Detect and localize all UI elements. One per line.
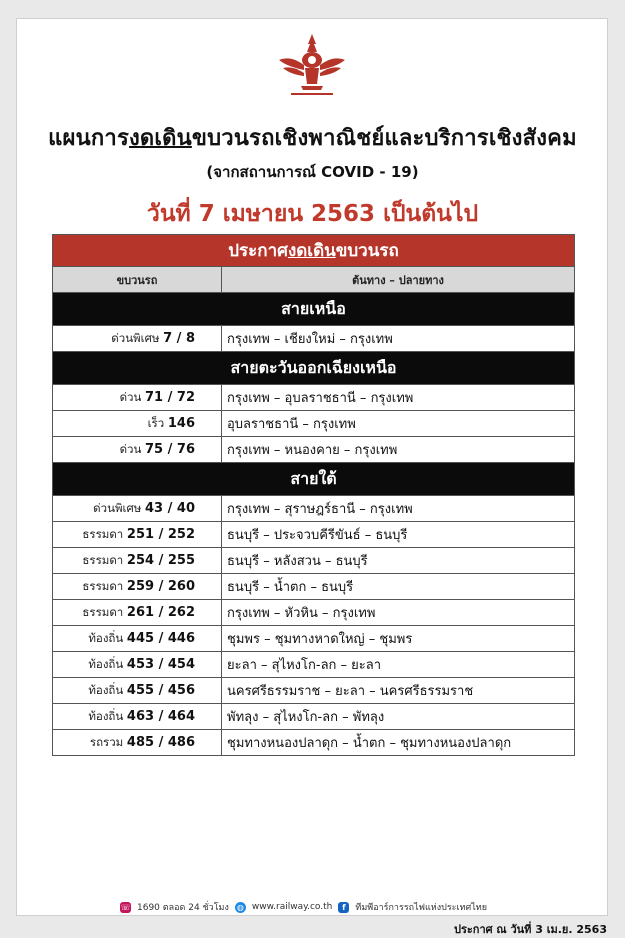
table-row [53,437,575,463]
cancellation-table [52,234,575,756]
table-row [53,652,575,678]
phone-icon: ☏ [120,902,131,912]
table-header-row [53,267,575,293]
train-cell: ธรรมดา 261 / 262 [53,600,222,626]
table-row [53,730,575,756]
train-cell: ท้องถิ่น 463 / 464 [53,704,222,730]
route-cell: กรุงเทพ – สุราษฎร์ธานี – กรุงเทพ [222,496,575,522]
route-cell: ชุมพร – ชุมทางหาดใหญ่ – ชุมพร [222,626,575,652]
table-row [53,548,575,574]
train-cell: ธรรมดา 254 / 255 [53,548,222,574]
route-cell: อุบลราชธานี – กรุงเทพ [222,411,575,437]
table-row [53,626,575,652]
page-title: แผนการงดเดินขบวนรถเชิงพาณิชย์และบริการเชิงสังคม [48,126,577,151]
table-row [53,704,575,730]
table-row [53,496,575,522]
route-cell: ยะลา – สุไหงโก-ลก – ยะลา [222,652,575,678]
train-cell: ด่วน 71 / 72 [53,385,222,411]
route-cell: ชุมทางหนองปลาดุก – น้ำตก – ชุมทางหนองปลาดุก [222,730,575,756]
train-cell: ท้องถิ่น 445 / 446 [53,626,222,652]
region-row-south: สายใต้ [53,463,575,496]
route-cell: กรุงเทพ – หนองคาย – กรุงเทพ [222,437,575,463]
table-row [53,522,575,548]
route-cell: ธนบุรี – ประจวบคีรีขันธ์ – ธนบุรี [222,522,575,548]
table-row [53,600,575,626]
region-row-north: สายเหนือ [53,293,575,326]
train-cell: ท้องถิ่น 455 / 456 [53,678,222,704]
announce-date: ประกาศ ณ วันที่ 3 เม.ย. 2563 [453,923,607,936]
route-cell: กรุงเทพ – หัวหิน – กรุงเทพ [222,600,575,626]
facebook-link[interactable]: ทีมพีอาร์การรถไฟแห่งประเทศไทย [355,903,487,913]
train-cell: ธรรมดา 259 / 260 [53,574,222,600]
route-cell: กรุงเทพ – เชียงใหม่ – กรุงเทพ [222,326,575,352]
hotline-text: 1690 ตลอด 24 ชั่วโมง [137,903,229,913]
train-cell: ด่วนพิเศษ 43 / 40 [53,496,222,522]
table-row [53,326,575,352]
table-row [53,411,575,437]
table-row [53,678,575,704]
route-cell: ธนบุรี – หลังสวน – ธนบุรี [222,548,575,574]
route-cell: กรุงเทพ – อุบลราชธานี – กรุงเทพ [222,385,575,411]
route-cell: นครศรีธรรมราช – ยะลา – นครศรีธรรมราช [222,678,575,704]
train-cell: รถรวม 485 / 486 [53,730,222,756]
route-cell: พัทลุง – สุไหงโก-ลก – พัทลุง [222,704,575,730]
col-header-route: ต้นทาง – ปลายทาง [222,267,575,293]
train-cell: ด่วนพิเศษ 7 / 8 [53,326,222,352]
train-cell: ธรรมดา 251 / 252 [53,522,222,548]
srt-emblem-logo [277,30,347,100]
region-row-northeast: สายตะวันออกเฉียงเหนือ [53,352,575,385]
effective-date: วันที่ 7 เมษายน 2563 เป็นต้นไป [146,201,479,227]
train-cell: ด่วน 75 / 76 [53,437,222,463]
table-row [53,574,575,600]
route-cell: ธนบุรี – น้ำตก – ธนบุรี [222,574,575,600]
train-cell: เร็ว 146 [53,411,222,437]
globe-icon: ◍ [235,902,246,913]
page-subtitle: (จากสถานการณ์ COVID - 19) [206,163,419,181]
col-header-train: ขบวนรถ [53,267,222,293]
table-banner: ประกาศงดเดินขบวนรถ [53,235,575,267]
table-row [53,385,575,411]
train-cell: ท้องถิ่น 453 / 454 [53,652,222,678]
website-link[interactable]: www.railway.co.th [251,902,333,912]
facebook-icon: f [338,902,349,913]
footer-contacts [120,899,487,915]
